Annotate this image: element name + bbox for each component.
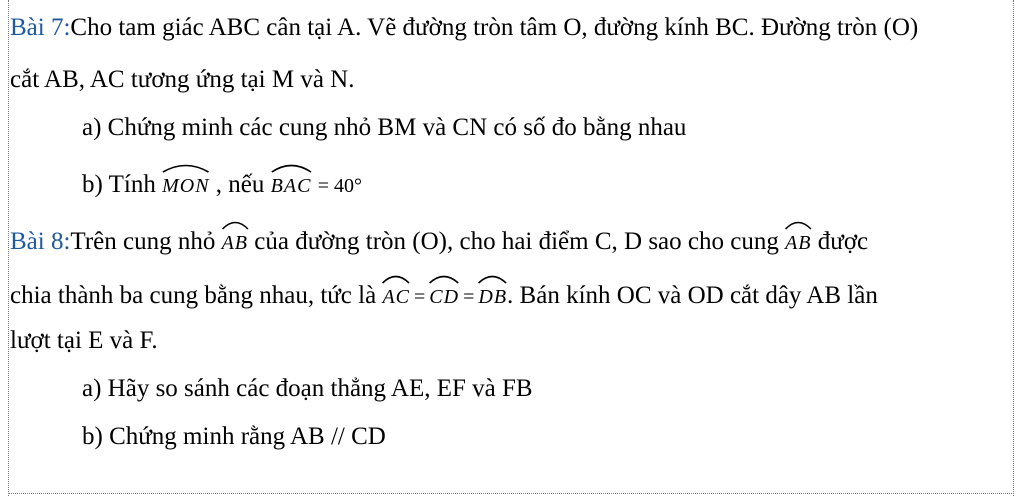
- bai8-line1-end: được: [817, 228, 869, 255]
- bai8-question-b: [82, 422, 386, 452]
- arc-db: [478, 276, 507, 312]
- bai7-question-a: [82, 113, 686, 143]
- bai8-question-b-text: b) Chứng minh rằng AB // CD: [82, 423, 386, 450]
- bai8-question-a-text: a) Hãy so sánh các đoạn thẳng AE, EF và FB: [82, 375, 533, 402]
- arc-ab-2: [785, 222, 811, 258]
- arc-cd-label: CD: [429, 286, 460, 308]
- bai8-line3-text: lượt tại E và F.: [10, 327, 158, 354]
- arc-mon-label: MON: [162, 175, 210, 197]
- equals-sign-1: =: [414, 286, 426, 308]
- bai7-line2: [10, 65, 354, 95]
- arc-cd: [429, 276, 459, 312]
- left-dotted-border: [8, 0, 9, 496]
- arc-ab-2-label: AB: [785, 232, 812, 254]
- arc-db-label: DB: [478, 286, 508, 308]
- bai8-line1-mid: của đường tròn (O), cho hai điểm C, D sao cho cung: [254, 228, 779, 255]
- bottom-dotted-border: [8, 493, 1014, 494]
- equals-sign-2: =: [463, 286, 475, 308]
- arc-ab: [222, 222, 248, 258]
- right-dotted-border: [1013, 0, 1014, 496]
- arc-bac: [271, 165, 312, 201]
- bai8-line2: [10, 276, 878, 312]
- arc-ab-label: AB: [221, 232, 249, 254]
- arc-ac: [382, 276, 410, 312]
- bai8-line3: [10, 326, 158, 356]
- bai8-question-a: [82, 374, 533, 404]
- bai7-question-b-value: = 40°: [317, 175, 362, 197]
- arc-mon: [162, 165, 209, 201]
- bai7-statement-part1: Cho tam giác ABC cân tại A. Vẽ đường tròn tâm O, đường kính BC. Đường tròn (O): [70, 14, 919, 41]
- bai8-line1-prefix: Trên cung nhỏ: [70, 228, 216, 255]
- arc-ac-label: AC: [382, 286, 411, 308]
- bai7-heading: Bài 7:: [10, 14, 71, 41]
- bai8-line2-end: . Bán kính OC và OD cắt dây AB lần: [507, 282, 878, 309]
- bai7-question-b: [82, 165, 362, 201]
- bai7-question-a-text: a) Chứng minh các cung nhỏ BM và CN có số đo bằng nhau: [82, 114, 687, 141]
- bai7-question-b-mid: , nếu: [215, 171, 265, 198]
- bai8-heading: Bài 8:: [10, 228, 71, 255]
- bai8-line2-prefix: chia thành ba cung bằng nhau, tức là: [10, 282, 377, 309]
- arc-bac-label: BAC: [270, 175, 312, 197]
- bai7-statement-part2: cắt AB, AC tương ứng tại M và N.: [10, 66, 355, 93]
- bai8-line1: [10, 222, 868, 258]
- bai7-line1: [10, 13, 918, 43]
- bai7-question-b-prefix: b) Tính: [82, 171, 156, 198]
